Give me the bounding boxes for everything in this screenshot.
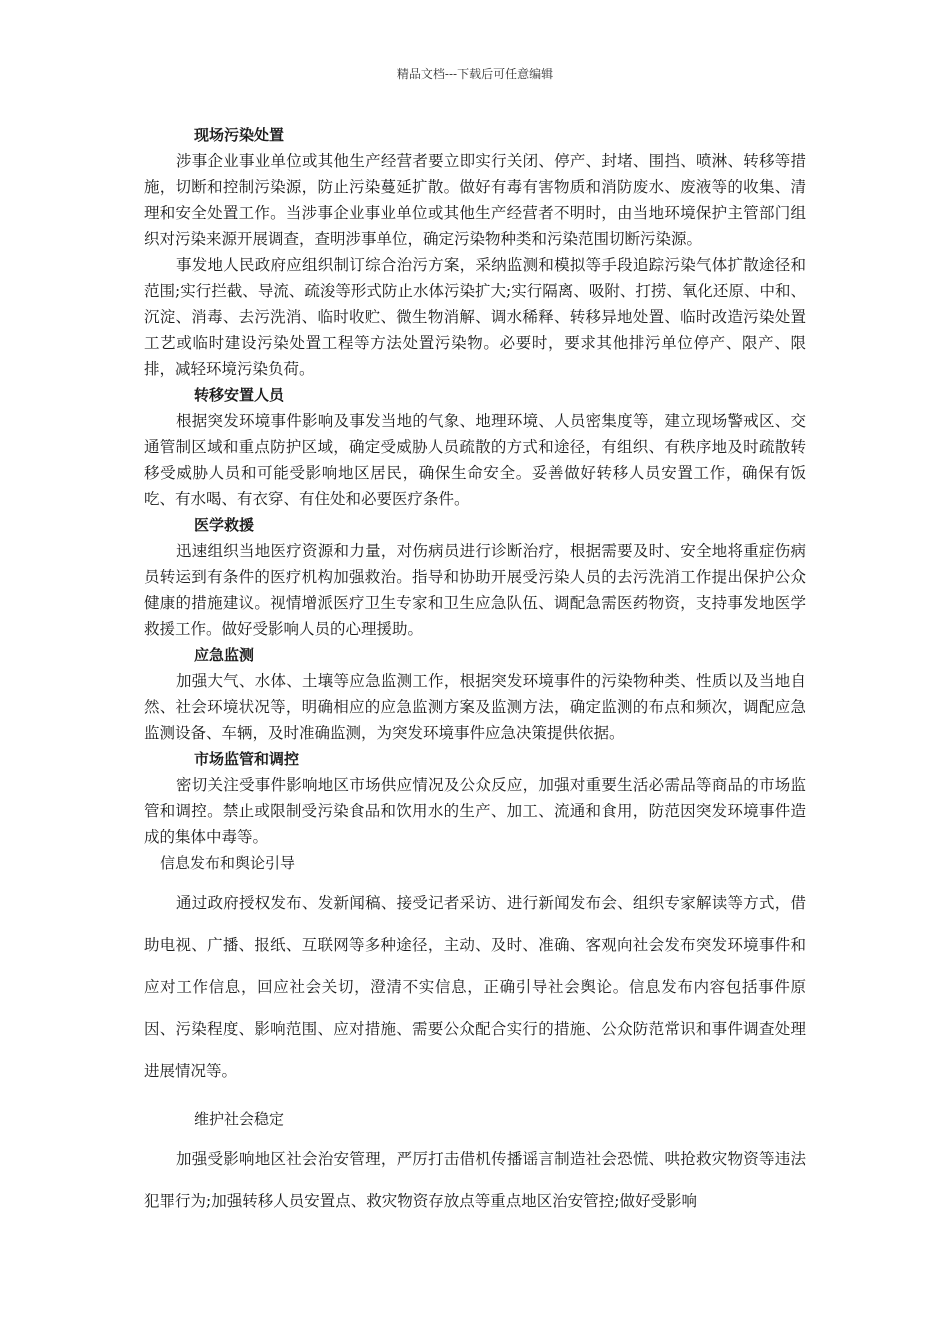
section-heading-medical-rescue: 医学救援 (194, 516, 255, 534)
page-header: 精品文档---下载后可任意编辑 (396, 67, 554, 81)
paragraph: 加强受影响地区社会治安管理，严厉打击借机传播谣言制造社会恐慌、哄抢救灾物资等违法犯罪行为;加强转移人员安置点、救灾物资存放点等重点地区治安管控;做好受影响 (144, 1150, 806, 1210)
section-heading-information-release: 信息发布和舆论引导 (160, 854, 296, 872)
section-heading-social-stability: 维护社会稳定 (194, 1110, 285, 1128)
paragraph: 迅速组织当地医疗资源和力量，对伤病员进行诊断治疗，根据需要及时、安全地将重症伤病员转运到有条件的医疗机构加强救治。指导和协助开展受污染人员的去污洗消工作提出保护公众健康的措施建议。视情增派医疗卫生专家和卫生应急队伍、调配急需医药物资，支持事发地医学救援工作。做好受影响人员的心理援助。 (144, 542, 806, 638)
paragraph: 涉事企业事业单位或其他生产经营者要立即实行关闭、停产、封堵、围挡、喷淋、转移等措施，切断和控制污染源，防止污染蔓延扩散。做好有毒有害物质和消防废水、废液等的收集、清理和安全处置工作。当涉事企业事业单位或其他生产经营者不明时，由当地环境保护主管部门组织对污染来源开展调查，查明涉事单位，确定污染物种类和污染范围切断污染源。 (144, 152, 806, 248)
document-body (144, 122, 806, 1222)
paragraph: 密切关注受事件影响地区市场供应情况及公众反应，加强对重要生活必需品等商品的市场监管和调控。禁止或限制受污染食品和饮用水的生产、加工、流通和食用，防范因突发环境事件造成的集体中毒等。 (144, 776, 806, 846)
section-heading-market-regulation: 市场监管和调控 (194, 750, 300, 768)
section-heading-relocation: 转移安置人员 (194, 386, 285, 404)
paragraph: 事发地人民政府应组织制订综合治污方案，采纳监测和模拟等手段追踪污染气体扩散途径和范围;实行拦截、导流、疏浚等形式防止水体污染扩大;实行隔离、吸附、打捞、氧化还原、中和、沉淀、消毒、去污洗消、临时收贮、微生物消解、调水稀释、转移异地处置、临时改造污染处置工艺或临时建设污染处置工程等方法处置污染物。必要时，要求其他排污单位停产、限产、限排，减轻环境污染负荷。 (144, 256, 806, 378)
paragraph: 根据突发环境事件影响及事发当地的气象、地理环境、人员密集度等，建立现场警戒区、交通管制区域和重点防护区域，确定受威胁人员疏散的方式和途径，有组织、有秩序地及时疏散转移受威胁人员和可能受影响地区居民，确保生命安全。妥善做好转移人员安置工作，确保有饭吃、有水喝、有衣穿、有住处和必要医疗条件。 (144, 412, 806, 508)
paragraph: 加强大气、水体、土壤等应急监测工作，根据突发环境事件的污染物种类、性质以及当地自然、社会环境状况等，明确相应的应急监测方案及监测方法，确定监测的布点和频次，调配应急监测设备、车辆，及时准确监测，为突发环境事件应急决策提供依据。 (144, 672, 806, 742)
paragraph: 通过政府授权发布、发新闻稿、接受记者采访、进行新闻发布会、组织专家解读等方式，借助电视、广播、报纸、互联网等多种途径，主动、及时、准确、客观向社会发布突发环境事件和应对工作信息，回应社会关切，澄清不实信息，正确引导社会舆论。信息发布内容包括事件原因、污染程度、影响范围、应对措施、需要公众配合实行的措施、公众防范常识和事件调查处理进展情况等。 (144, 894, 806, 1080)
section-heading-emergency-monitoring: 应急监测 (194, 646, 255, 664)
section-heading-onsite-pollution: 现场污染处置 (194, 126, 285, 144)
